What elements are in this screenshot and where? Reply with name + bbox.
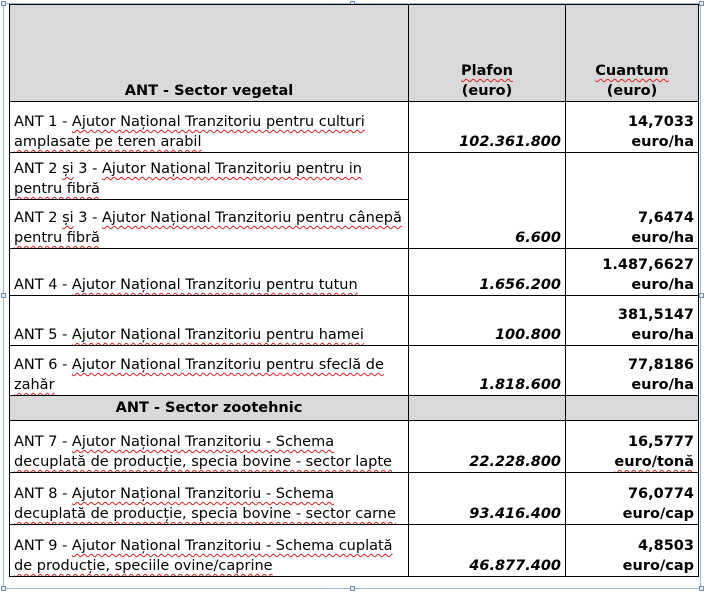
table-row [10,421,699,473]
header-plafon-label: Plafon [461,63,513,79]
table-row [10,296,699,346]
table-row [10,473,699,525]
table-row [10,525,699,577]
row-name-ant2-3-in: ANT 2 și 3 - Ajutor Național Tranzitoriu pentru in pentru fibră [10,153,409,200]
row-name-ant4: ANT 4 - Ajutor Național Tranzitoriu pentru tutun [10,249,409,296]
ant-grant-table [9,4,699,577]
row-name-ant8: ANT 8 - Ajutor Național Tranzitoriu - Schema decuplată de producție, specia bovine - sector carne [10,473,409,525]
resize-handle-bottom-right[interactable] [699,586,704,591]
row-name-ant1: ANT 1 - Ajutor Național Tranzitoriu pentru culturi amplasate pe teren arabil [10,102,409,153]
row-cuantum-ant7: 16,5777 euro/tonă [566,421,699,473]
section-label-zootehnic: ANT - Sector zootehnic [10,396,409,421]
row-name-ant6: ANT 6 - Ajutor Național Tranzitoriu pentru sfeclă de zahăr [10,346,409,396]
header-cuantum-label: Cuantum [595,63,669,79]
row-plafon-ant6: 1.818.600 [409,346,566,396]
row-cuantum-ant1: 14,7033 euro/ha [566,102,699,153]
row-cuantum-ant9: 4,8503 euro/cap [566,525,699,577]
row-name-ant2-3-canepa: ANT 2 și 3 - Ajutor Național Tranzitoriu pentru cânepă pentru fibră [10,200,409,249]
section-empty-plafon [409,396,566,421]
row-name-ant5: ANT 5 - Ajutor Național Tranzitoriu pentru hamei [10,296,409,346]
table-row [10,346,699,396]
row-cuantum-ant5: 381,5147 euro/ha [566,296,699,346]
table-row [10,102,699,153]
row-cuantum-ant8: 76,0774 euro/cap [566,473,699,525]
row-cuantum-ant4: 1.487,6627 euro/ha [566,249,699,296]
row-plafon-ant5: 100.800 [409,296,566,346]
resize-handle-bottom-center[interactable] [350,586,355,591]
header-cuantum-unit: (euro) [606,83,658,99]
resize-handle-middle-right[interactable] [699,293,704,298]
row-cuantum-ant2-3: 7,6474 euro/ha [566,153,699,249]
table-header-row [10,5,699,102]
resize-handle-middle-left[interactable] [1,293,6,298]
row-plafon-ant4: 1.656.200 [409,249,566,296]
header-plafon-unit: (euro) [461,83,513,99]
row-plafon-ant8: 93.416.400 [409,473,566,525]
resize-handle-top-right[interactable] [699,1,704,6]
header-sector-vegetal: ANT - Sector vegetal [10,5,409,102]
row-name-ant9: ANT 9 - Ajutor Național Tranzitoriu - Schema cuplată de producție, speciile ovine/caprine [10,525,409,577]
table-row [10,153,699,200]
section-row-zootehnic [10,396,699,421]
header-plafon [409,5,566,102]
row-plafon-ant9: 46.877.400 [409,525,566,577]
row-name-ant7: ANT 7 - Ajutor Național Tranzitoriu - Schema decuplată de producție, specia bovine - sector lapte [10,421,409,473]
resize-handle-top-left[interactable] [1,1,6,6]
row-plafon-ant1: 102.361.800 [409,102,566,153]
row-cuantum-ant6: 77,8186 euro/ha [566,346,699,396]
table-row [10,249,699,296]
row-plafon-ant2-3: 6.600 [409,153,566,249]
resize-handle-bottom-left[interactable] [1,586,6,591]
section-empty-cuantum [566,396,699,421]
row-plafon-ant7: 22.228.800 [409,421,566,473]
header-cuantum [566,5,699,102]
